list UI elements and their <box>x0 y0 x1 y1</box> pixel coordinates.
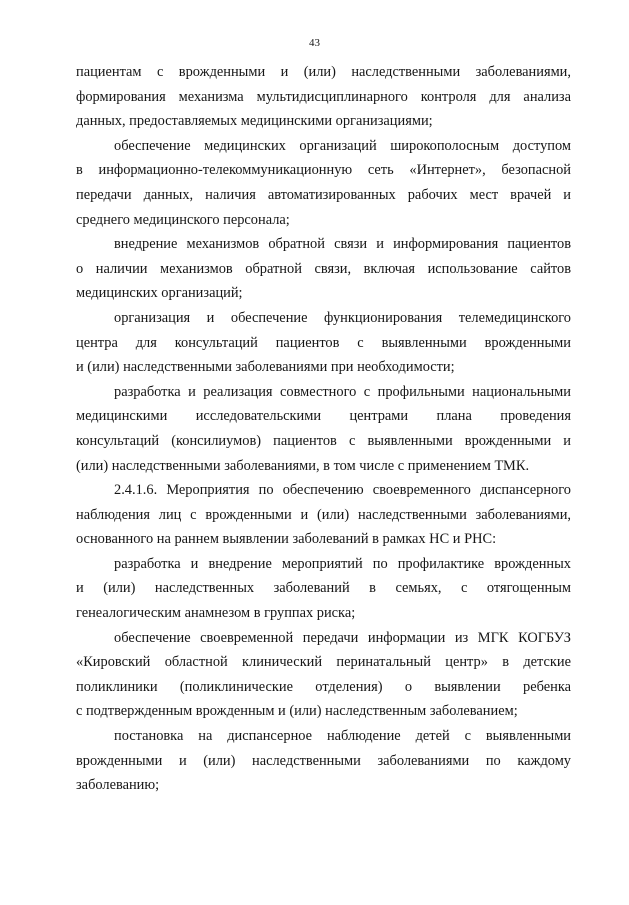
paragraph-line: основанного на раннем выявлении заболеваний в рамках НС и РНС: <box>76 531 497 548</box>
paragraph <box>76 380 571 478</box>
paragraph-line: 2.4.1.6. Мероприятия по обеспечению своевременного диспансерного <box>114 482 571 499</box>
paragraph-line: заболеванию; <box>76 777 160 794</box>
paragraph <box>76 134 571 232</box>
paragraph-line: «Кировский областной клинический перинатальный центр» в детские <box>76 654 571 671</box>
paragraph-line: поликлиники (поликлинические отделения) о выявлении ребенка <box>76 678 571 695</box>
paragraph-line: передачи данных, наличия автоматизированных рабочих мест врачей и <box>76 186 571 203</box>
paragraph-line: внедрение механизмов обратной связи и информирования пациентов <box>114 236 571 253</box>
paragraph-line: организация и обеспечение функционирования телемедицинского <box>114 309 571 326</box>
paragraph-line: о наличии механизмов обратной связи, включая использование сайтов <box>76 260 571 277</box>
paragraph <box>76 552 571 626</box>
paragraph-line: обеспечение медицинских организаций широкополосным доступом <box>114 137 571 154</box>
paragraph-line: данных, предоставляемых медицинскими организациями; <box>76 113 433 130</box>
paragraph-line: наблюдения лиц с врожденными и (или) наследственными заболеваниями, <box>76 506 571 523</box>
paragraph <box>76 478 571 552</box>
paragraph-line: среднего медицинского персонала; <box>76 211 290 228</box>
paragraph-line: центра для консультаций пациентов с выявленными врожденными <box>76 334 571 351</box>
paragraph-line: и (или) наследственными заболеваниями при необходимости; <box>76 359 455 376</box>
paragraph-line: медицинских организаций; <box>76 285 243 302</box>
paragraph-line: формирования механизма мультидисциплинарного контроля для анализа <box>76 88 571 105</box>
paragraph <box>76 60 571 134</box>
document-body <box>76 60 571 798</box>
paragraph-line: пациентам с врожденными и (или) наследственными заболеваниями, <box>76 64 571 80</box>
paragraph-line: медицинскими исследовательскими центрами плана проведения <box>76 408 571 425</box>
paragraph-line: врожденными и (или) наследственными заболеваниями по каждому <box>76 752 571 769</box>
paragraph-line: и (или) наследственных заболеваний в семьях, с отягощенным <box>76 580 571 597</box>
paragraph-line: генеалогическим анамнезом в группах риска; <box>76 605 356 622</box>
paragraph-line: с подтвержденным врожденным и (или) наследственным заболеванием; <box>76 703 518 720</box>
paragraph <box>76 306 571 380</box>
paragraph-line: разработка и реализация совместного с профильными национальными <box>114 383 571 400</box>
paragraph-line: разработка и внедрение мероприятий по профилактике врожденных <box>114 555 571 572</box>
paragraph <box>76 232 571 306</box>
paragraph-line: постановка на диспансерное наблюдение детей с выявленными <box>114 728 571 745</box>
paragraph-line: обеспечение своевременной передачи информации из МГК КОГБУЗ <box>114 629 571 646</box>
paragraph-line: в информационно-телекоммуникационную сеть «Интернет», безопасной <box>76 162 571 179</box>
page-number: 43 <box>309 37 320 49</box>
paragraph <box>76 626 571 724</box>
paragraph-line: консультаций (консилиумов) пациентов с выявленными врожденными и <box>76 432 571 449</box>
paragraph-line: (или) наследственными заболеваниями, в том числе с применением ТМК. <box>76 457 530 474</box>
paragraph <box>76 724 571 798</box>
